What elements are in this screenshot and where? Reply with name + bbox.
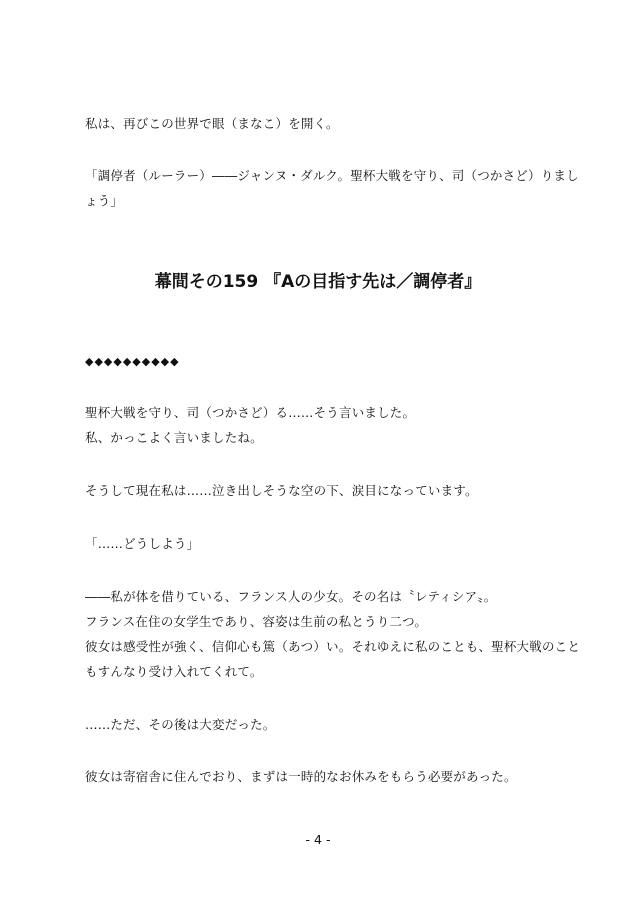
paragraph-line: 聖杯大戦を守り、司（つかさど）る……そう言いました。 — [85, 405, 416, 420]
paragraph-line: ――私が体を借りている、フランス人の少女。その名は〝レティシア〟。 — [85, 589, 497, 604]
paragraph-line: 私は、再びこの世界で眼（まなこ）を開く。 — [85, 116, 339, 131]
paragraph-line: 彼女は感受性が強く、信仰心も篤（あつ）い。それゆえに私のことも、聖杯大戦のこと — [85, 639, 581, 654]
page-number: - 4 - — [305, 832, 331, 847]
section-separator: ◆◆◆◆◆◆◆◆◆◆ — [85, 355, 180, 368]
paragraph-line: ……ただ、その後は大変だった。 — [85, 717, 276, 732]
paragraph-line: 「調停者（ルーラー）――ジャンヌ・ダルク。聖杯大戦を守り、司（つかさど）りまし — [85, 168, 579, 183]
paragraph-line: ょう」 — [85, 193, 124, 208]
chapter-heading: 幕間その159 『Aの目指す先は／調停者』 — [154, 272, 482, 292]
paragraph-line: 私、かっこよく言いましたね。 — [85, 430, 263, 445]
paragraph-line: もすんなり受け入れてくれて。 — [85, 664, 263, 679]
paragraph-line: 彼女は寄宿舎に住んでおり、まずは一時的なお休みをもらう必要があった。 — [85, 769, 517, 784]
paragraph-line: フランス在住の女学生であり、容姿は生前の私とうり二つ。 — [85, 614, 428, 629]
paragraph-line: 「……どうしよう」 — [85, 536, 200, 551]
paragraph-line: そうして現在私は……泣き出しそうな空の下、涙目になっています。 — [85, 483, 478, 498]
